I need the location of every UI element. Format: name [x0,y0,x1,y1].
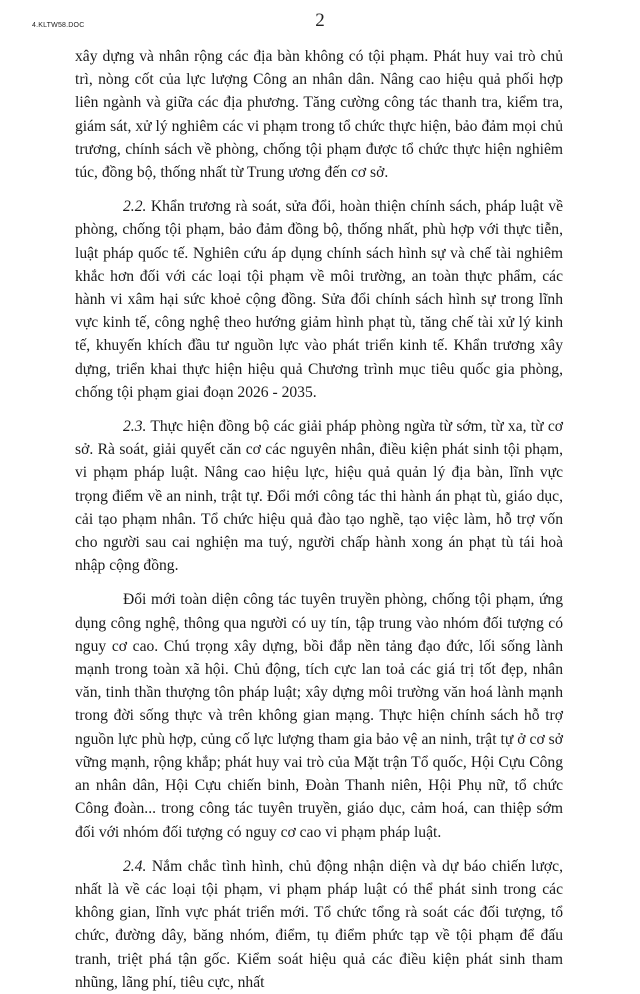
body-text [75,45,563,994]
file-code: 4.KLTW58.DOC [32,22,85,29]
paragraph-outreach [75,588,563,843]
paragraph-2-4 [75,855,563,994]
paragraph-continuation [75,45,563,184]
section-number: 2.4. [123,857,147,875]
section-number: 2.3. [123,418,147,436]
paragraph-text: xây dựng và nhân rộng các địa bàn không có tội phạm. Phát huy vai trò chủ trì, nòng cốt của lực lượng Công an nhân dân. Nâng cao hiệu quả phối hợp liên ngành và giữa các địa phương. Tăng cường công tác thanh tra, kiểm tra, giám sát, xử lý nghiêm các vi phạm trong tổ chức thực hiện, bảo đảm mọi chủ trương, chính sách về phòng, chống tội phạm được tổ chức thực hiện nghiêm túc, đồng bộ, thống nhất từ Trung ương đến cơ sở. [75,48,563,182]
page-number: 2 [315,10,325,31]
paragraph-text: Thực hiện đồng bộ các giải pháp phòng ngừa từ sớm, từ xa, từ cơ sở. Rà soát, giải quyết căn cơ các nguyên nhân, điều kiện phát sinh tội phạm, vi phạm pháp luật. Nâng cao hiệu lực, hiệu quả quản lý địa bàn, lĩnh vực trọng điểm về an ninh, trật tự. Đổi mới công tác thi hành án phạt tù, giáo dục, cải tạo phạm nhân. Tổ chức hiệu quả đào tạo nghề, tạo việc làm, hỗ trợ vốn cho người sau cai nghiện ma tuý, người chấp hành xong án phạt tù tái hoà nhập cộng đồng. [75,418,563,575]
paragraph-2-3 [75,415,563,577]
paragraph-text: Đổi mới toàn diện công tác tuyên truyền phòng, chống tội phạm, ứng dụng công nghệ, thông qua người có uy tín, tập trung vào nhóm đối tượng có nguy cơ cao. Chú trọng xây dựng, bồi đắp nền tảng đạo đức, lối sống lành mạnh trong toàn xã hội. Chủ động, tích cực lan toả các giá trị tốt đẹp, nhân văn, tinh thần thượng tôn pháp luật; xây dựng môi trường văn hoá lành mạnh trong đời sống thực và trên không gian mạng. Thực hiện chính sách hỗ trợ nguồn lực phù hợp, củng cố lực lượng tham gia bảo vệ an ninh, trật tự ở cơ sở vững mạnh, rộng khắp; phát huy vai trò của Mặt trận Tổ quốc, Hội Cựu Công an nhân dân, Hội Cựu chiến binh, Đoàn Thanh niên, Hội Phụ nữ, tổ chức Công đoàn... trong công tác tuyên truyền, giáo dục, cảm hoá, can thiệp sớm đối với nhóm đối tượng có nguy cơ cao vi phạm pháp luật. [75,591,563,841]
section-number: 2.2. [123,198,147,216]
paragraph-text: Khẩn trương rà soát, sửa đổi, hoàn thiện chính sách, pháp luật về phòng, chống tội phạm, bảo đảm đồng bộ, thống nhất, phù hợp với thực tiễn, luật pháp quốc tế. Nghiên cứu áp dụng chính sách hình sự và chế tài nghiêm khắc hơn đối với các loại tội phạm về môi trường, an toàn thực phẩm, các hành vi xâm hại sức khoẻ cộng đồng. Sửa đổi chính sách hình sự trong lĩnh vực kinh tế, công nghệ theo hướng giảm hình phạt tù, tăng chế tài xử lý kinh tế, khuyến khích đầu tư nguồn lực vào phát triển kinh tế. Khẩn trương xây dựng, triển khai thực hiện hiệu quả Chương trình mục tiêu quốc gia phòng, chống tội phạm giai đoạn 2026 - 2035. [75,198,563,401]
paragraph-text: Nắm chắc tình hình, chủ động nhận diện và dự báo chiến lược, nhất là về các loại tội phạm, vi phạm pháp luật có thể phát sinh trong các không gian, lĩnh vực phát triển mới. Tổ chức tổng rà soát các đối tượng, tổ chức, đường dây, băng nhóm, điểm, tụ điểm phức tạp về tội phạm để đấu tranh, triệt phá tận gốc. Kiểm soát hiệu quả các điều kiện phát sinh tham nhũng, lãng phí, tiêu cực, nhất [75,857,563,991]
paragraph-2-2 [75,195,563,404]
